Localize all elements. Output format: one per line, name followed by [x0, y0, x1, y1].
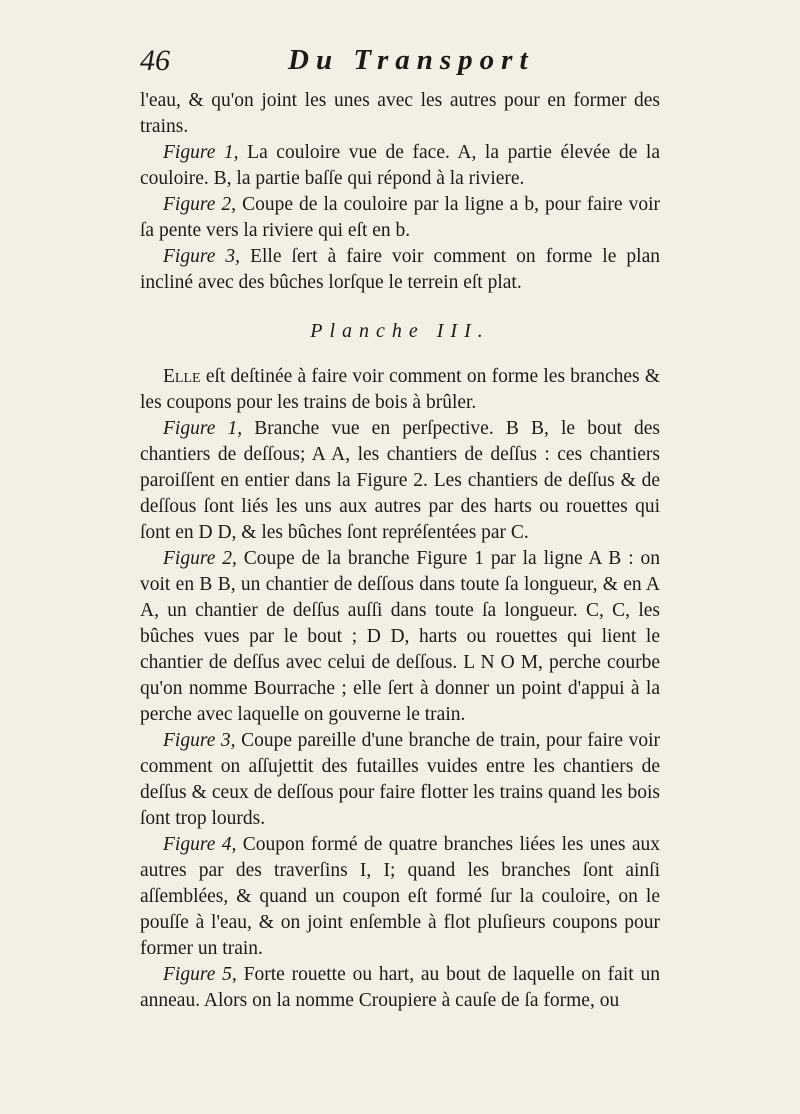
- paragraph-text: Forte rouette ou hart, au bout de laquelle on fait un anneau. Alors on la nomme Croupiere à cauſe de ſa forme, ou: [140, 964, 660, 1011]
- figure-paragraph: [140, 244, 660, 296]
- running-title: Du Transport: [288, 44, 535, 76]
- figure-label: Figure 2,: [163, 194, 237, 215]
- figure-label: Figure 2,: [163, 548, 237, 569]
- figure-label: Figure 3,: [163, 246, 241, 267]
- figure-paragraph: [140, 962, 660, 1014]
- figure-paragraph: [140, 728, 660, 832]
- paragraph-text: Coupe de la branche Figure 1 par la ligne A B : on voit en B B, un chantier de deſſous dans toute ſa longueur, & en A A, un chantier de deſſus auſſi dans toute ſa longueur. C, C, les bûches vues par le bout ; D D, harts ou rouettes qui lient le chantier de deſſus avec celui de deſſous. L N O M, perche courbe qu'on nomme Bourrache ; elle ſert à donner un point d'appui à la perche avec laquelle on gouverne le train.: [140, 548, 661, 725]
- figure-label: Figure 5,: [163, 964, 237, 985]
- page-number: 46: [140, 44, 170, 77]
- figure-label: Figure 4,: [163, 834, 237, 855]
- paragraph-text: eſt deſtinée à faire voir comment on forme les branches & les coupons pour les trains de bois à brûler.: [140, 366, 660, 413]
- plate-heading: Planche III.: [310, 320, 490, 342]
- paragraph-text: Coupon formé de quatre branches liées les unes aux autres par des traverſins I, I; quand les branches ſont ainſi aſſemblées, & quand un coupon eſt formé ſur la couloire, on le pouſſe à l'eau, & on joint enſemble à flot pluſieurs coupons pour former un train.: [140, 834, 660, 959]
- paragraph-text: Branche vue en perſpective. B B, le bout des chantiers de deſſous; A A, les chantiers de deſſus : ces chantiers paroiſſent en entier dans la Figure 2. Les chantiers de deſſus & de deſſous ſont liés les uns aux autres par des harts ou rouettes qui ſont en D D, & les bûches ſont repréſentées par C.: [140, 418, 661, 543]
- paragraph-text: Elle ſert à faire voir comment on forme le plan incliné avec des bûches lorſque le terrein eſt plat.: [140, 246, 661, 293]
- paragraph-text: Coupe de la couloire par la ligne a b, pour faire voir ſa pente vers la riviere qui eſt en b.: [140, 194, 661, 241]
- figure-label: Figure 1,: [163, 418, 243, 439]
- paragraph-continued: [140, 88, 660, 140]
- paragraph-text: La couloire vue de face. A, la partie élevée de la couloire. B, la partie baſſe qui répond à la riviere.: [140, 142, 660, 189]
- paragraph-text: l'eau, & qu'on joint les unes avec les autres pour en former des trains.: [140, 90, 660, 137]
- lead-word: Elle: [163, 366, 201, 387]
- paragraph-text: Coupe pareille d'une branche de train, pour faire voir comment on aſſujettit des futailles vuides entre les chantiers de deſſus & ceux de deſſous pour faire flotter les trains quand les bois ſont trop lourds.: [140, 730, 660, 829]
- figure-paragraph: [140, 832, 660, 962]
- figure-paragraph: [140, 546, 660, 728]
- figure-paragraph: [140, 416, 660, 546]
- page-header: [140, 44, 650, 84]
- body-text: [140, 88, 660, 1014]
- figure-label: Figure 1,: [163, 142, 239, 163]
- figure-paragraph: [140, 140, 660, 192]
- plate-intro-paragraph: [140, 364, 660, 416]
- figure-label: Figure 3,: [163, 730, 236, 751]
- figure-paragraph: [140, 192, 660, 244]
